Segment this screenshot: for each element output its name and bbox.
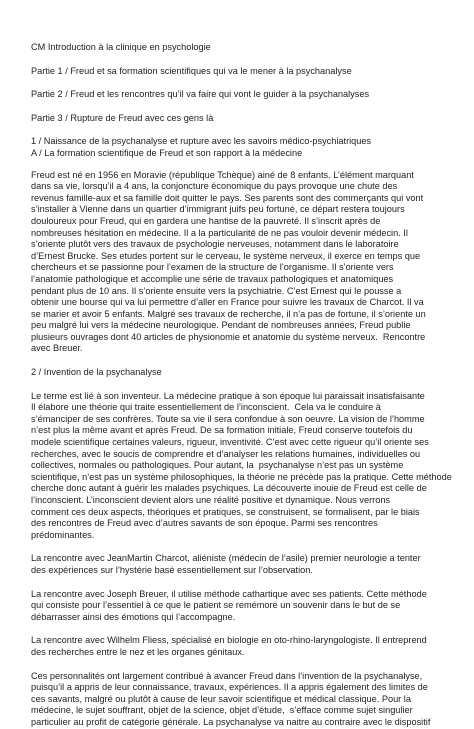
paragraph-line: La rencontre avec Wilhelm Fliess, spécialisé en biologie en oto-rhino-laryngologiste. Il entreprend (31, 635, 427, 646)
part-1-heading: Partie 1 / Freud et sa formation scientifiques qui va le mener à la psychanalyse (31, 65, 352, 76)
paragraph-line: douloureux pour Freud, qui en gardera une hantise de la pauvreté. Il s’inscrit après de (31, 215, 381, 226)
section-2-paragraph (31, 635, 444, 658)
section-2-paragraph (31, 671, 444, 729)
section-1-heading: 1 / Naissance de la psychanalyse et rupture avec les savoirs médico-psychiatriques (31, 136, 372, 147)
paragraph-line: pendant plus de 10 ans. Il s’oriente ensuite vers la psychiatrie. C’est Ernest qui le pousse a (31, 285, 402, 296)
paragraph-line: avec Breuer. (31, 343, 83, 354)
paragraph-line: des recherches entre le nez et les organes génitaux. (31, 646, 245, 657)
section-1-paragraph (31, 170, 444, 356)
paragraph-line: Il élabore une théorie qui traite essentiellement de l’inconscient. Cela va le conduire à (31, 402, 381, 413)
section-2-body (31, 390, 452, 729)
section-2-paragraph (31, 553, 444, 576)
paragraph-line: des rencontres de Freud avec d’autres savants de son époque. Parmi ses rencontres (31, 518, 378, 529)
paragraph-line: Le terme est lié à son inventeur. La médecine pratique à son époque lui paraissait insatisfaisante (31, 390, 425, 401)
paragraph-line: puisqu’il a appris de leur connaissance, travaux, expériences. Il a appris également des limites de (31, 682, 428, 693)
part-2-heading: Partie 2 / Freud et les rencontres qu’il va faire qui vont le guider à la psychanalyses (31, 89, 370, 100)
paragraph-line: La rencontre avec Joseph Breuer, il utilise méthode cathartique avec ses patients. Cette méthode (31, 588, 427, 599)
section-2-paragraph (31, 390, 452, 542)
paragraph-line: peu malgré lui vers la médecine neurologique. Pendant de nombreuses années, Freud publie (31, 320, 411, 331)
paragraph-line: particulier au profit de catégorie générale. La psychanalyse va naitre au contraire avec le dispositif (31, 716, 431, 727)
paragraph-line: l’inconscient. L’inconscient devient alors une réalité positive et dynamique. Nous verrons (31, 495, 391, 505)
paragraph-line: prédominantes. (31, 529, 95, 540)
paragraph-line: ces savants, malgré ou plutôt à cause de leur savoir scientifique et médical classique. Pour la (31, 693, 411, 704)
paragraph-line: revenus famille-aux et sa famille doit quitter le pays. Ses parents sont des commerçants qui vont (31, 192, 424, 203)
paragraph-line: s’émanciper de ses confrères. Toute sa vie il sera confondue à son oeuvre. La vision de l’homme (31, 413, 425, 424)
paragraph-line: collectives, normales ou pathologiques. Pour autant, la psychanalyse n’est pas un système (31, 460, 404, 471)
paragraph-line: obtenir une bourse qui va lui permettre d’aller en France pour suivre les travaux de Charcot. Il va (31, 297, 424, 308)
paragraph-line: des expériences sur l’hystérie basé essentiellement sur l’observation. (31, 564, 313, 575)
paragraph-line: Freud est né en 1956 en Moravie (république Tchèque) ainé de 8 enfants. L’élément marquant (31, 169, 414, 180)
paragraph-line: recherches, avec le soucis de comprendre et d’analyser les relations humaines, individuelles ou (31, 448, 421, 459)
paragraph-line: nombreuses hésitation en médecine. Il a la particularité de ne pas vouloir devenir médecin. Il (31, 227, 408, 238)
paragraph-line: modele scientifique certaines valeurs, rigueur, inventivité. C’est avec cette rigueur qu’il oriente ses (31, 437, 429, 448)
paragraph-line: médecine, le sujet souffrant, objet de la science, objet d’étude, s’efface comme sujet singulier (31, 705, 413, 716)
paragraph-line: d’Ernest Brucke. Ses etudes portent sur le cerveau, le système nerveux, il exerce en temps que (31, 250, 421, 261)
paragraph-line: l’anatomie pathologique et accomplie une série de travaux pathologiques et anatomiques (31, 273, 394, 284)
paragraph-line: débarrasser ainsi des émotions qui l’accompagne. (31, 611, 236, 622)
paragraph-line: chercheurs et se passionne pour l’examen de la structure de l’organisme. Il s’oriente vers (31, 262, 394, 273)
document-title: CM Introduction à la clinique en psychologie (31, 42, 211, 52)
paragraph-line: scientifique, n’est pas un système philosophiques, la théorie ne précède pas la pratique. Cette méthode (31, 471, 452, 482)
paragraph-line: se marier et avoir 5 enfants. Malgré ses travaux de recherche, il n’a pas de fortune, il s’oriente un (31, 308, 426, 319)
section-1-subheading: A / La formation scientifique de Freud et son rapport à la médecine (31, 147, 303, 158)
paragraph-line: La rencontre avec JeanMartin Charcot, aliéniste (médecin de l’asile) premier neurologie a tenter (31, 553, 421, 564)
paragraph-line: Ces personnalités ont largement contribué à avancer Freud dans l’invention de la psychanalyse, (31, 670, 423, 681)
paragraph-line: s’installer à Vienne dans un quartier d’immigrant juifs peu fortuné, ce départ restera toujours (31, 204, 405, 215)
paragraph-line: comment ces deux aspects, théoriques et pratiques, se construisent, se formalisent, par le biais (31, 506, 420, 517)
section-2-paragraph (31, 589, 444, 624)
paragraph-line: cherche donc autant à guérir les malades psychiques. La découverte inouie de Freud est celle de (31, 483, 427, 494)
part-3-heading: Partie 3 / Rupture de Freud avec ces gens là (31, 112, 214, 123)
paragraph-line: qui consiste pour l’essentiel à ce que le patient se remémore un souvenir dans le but de se (31, 600, 401, 611)
paragraph-line: plusieurs ouvrages dont 40 articles de physionomie et anatomie du système nerveux. Rencontre (31, 331, 426, 342)
paragraph-line: n’est plus la même avant et après Freud. De sa formation initiale, Freud conserve toutefois du (31, 425, 413, 436)
paragraph-line: dans sa vie, lorsqu’il a 4 ans, la conjoncture économique du pays provoque une chute des (31, 181, 398, 192)
section-2-heading: 2 / Invention de la psychanalyse (31, 367, 162, 378)
paragraph-line: s’oriente plutôt vers des travaux de psychologie nerveuses, notamment dans le laboratoire (31, 239, 399, 250)
